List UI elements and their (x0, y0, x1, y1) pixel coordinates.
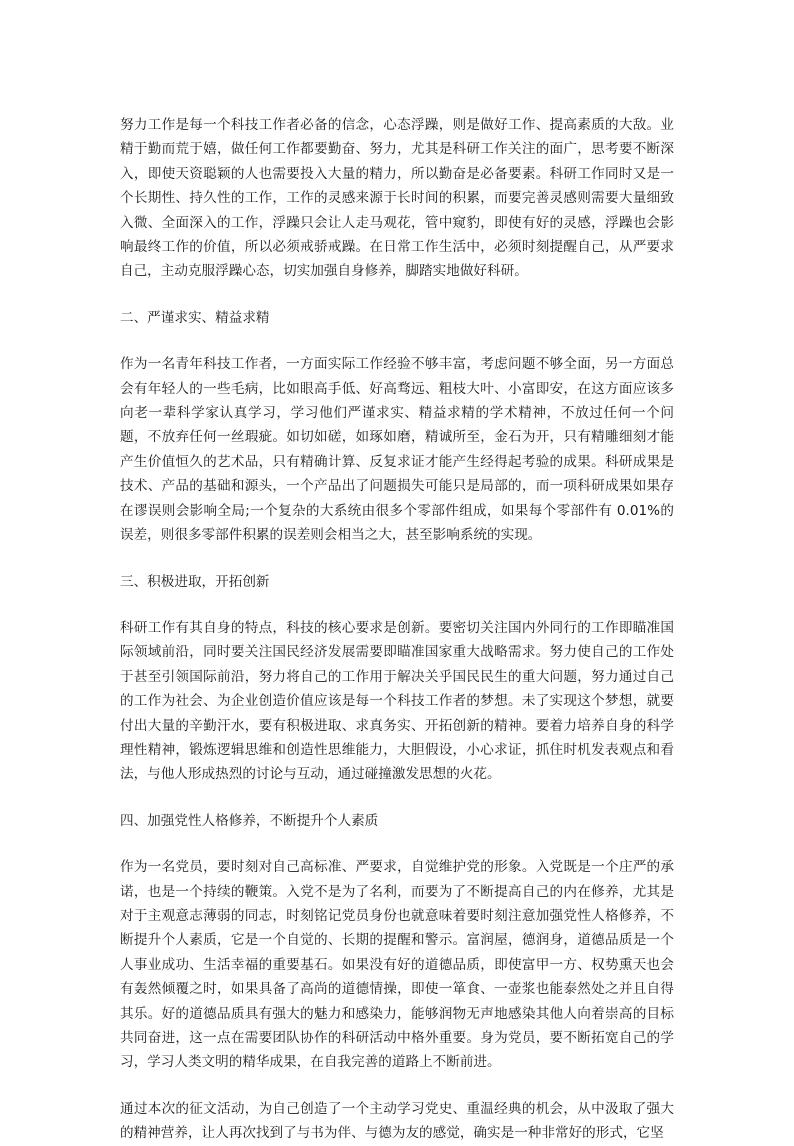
section-heading-4: 四、加强党性人格修养，不断提升个人素质 (120, 812, 379, 829)
document-page (120, 113, 674, 1146)
paragraph-innovation: 科研工作有其自身的特点，科技的核心要求是创新。要密切关注国内外同行的工作即瞄准国际领域前沿，同时要关注国民经济发展需要即瞄准国家重大战略需求。努力使自己的工作处于甚至引领国际前沿，努力将自己的工作用于解决关乎国民民生的重大问题，努力通过自己的工作为社会、为企业创造价值应该是每一个科技工作者的梦想。未了实现这个梦想，就要付出大量的辛勤汗水，要有积极进取、求真务实、开拓创新的精神。要着力培养自身的科学理性精神，锻炼逻辑思维和创造性思维能力，大胆假设，小心求证，抓住时机发表观点和看法，与他人形成热烈的讨论与互动，通过碰撞激发思想的火花。 (120, 619, 674, 783)
paragraph-diligence: 努力工作是每一个科技工作者必备的信念，心态浮躁，则是做好工作、提高素质的大敌。业精于勤而荒于嬉，做任何工作都要勤奋、努力，尤其是科研工作关注的面广，思考要不断深入，即使天资聪颖的人也需要投入大量的精力，所以勤奋是必备要素。科研工作同时又是一个长期性、持久性的工作，工作的灵感来源于长时间的积累，而要完善灵感则需要大量细致入微、全面深入的工作，浮躁只会让人走马观花，管中窥豹，即使有好的灵感，浮躁也会影响最终工作的价值，所以必须戒骄戒躁。在日常工作生活中，必须时刻提醒自己，从严要求自己，主动克服浮躁心态，切实加强自身修养，脚踏实地做好科研。 (120, 117, 674, 280)
paragraph-conclusion: 通过本次的征文活动，为自己创造了一个主动学习党史、重温经典的机会，从中汲取了强大的精神营养，让人再次找到了与书为伴、与德为友的感觉，确实是一种非常好的形式，它坚 (120, 1100, 674, 1142)
section-heading-2: 二、严谨求实、精益求精 (120, 309, 270, 326)
paragraph-rigor: 作为一名青年科技工作者，一方面实际工作经验不够丰富，考虑问题不够全面，另一方面总会有年轻人的一些毛病，比如眼高手低、好高骛远、粗枝大叶、小富即安，在这方面应该多向老一辈科学家认真学习，学习他们严谨求实、精益求精的学术精神，不放过任何一个问题，不放弃任何一丝瑕疵。如切如磋，如琢如磨，精诚所至，金石为开，只有精雕细刻才能产生价值恒久的艺术品，只有精确计算、反复求证才能产生经得起考验的成果。科研成果是技术、产品的基础和源头，一个产品出了问题损失可能只是局部的，而一项科研成果如果存在谬误则会影响全局;一个复杂的大系统由很多个零部件组成，如果每个零部件有 0.01%的误差，则很多零部件积累的误差则会相当之大，甚至影响系统的实现。 (120, 356, 674, 544)
paragraph-party-character: 作为一名党员，要时刻对自己高标准、严要求，自觉维护党的形象。入党既是一个庄严的承诺，也是一个持续的鞭策。入党不是为了名利，而要为了不断提高自己的内在修养，尤其是对于主观意志薄弱的同志，时刻铭记党员身份也就意味着要时刻注意加强党性人格修养，不断提升个人素质，它是一个自觉的、长期的提醒和警示。富润屋，德润身，道德品质是一个人事业成功、生活幸福的重要基石。如果没有好的道德品质，即使富甲一方、权势熏天也会有轰然倾覆之时，如果具备了高尚的道德情操，即使一箪食、一壶浆也能泰然处之并且自得其乐。好的道德品质具有强大的魅力和感染力，能够润物无声地感染其他人向着崇高的目标共同奋进，这一点在需要团队协作的科研活动中格外重要。身为党员，要不断拓宽自己的学习，学习人类文明的精华成果，在自我完善的道路上不断前进。 (120, 859, 674, 1071)
section-heading-3: 三、积极进取，开拓创新 (120, 573, 270, 590)
